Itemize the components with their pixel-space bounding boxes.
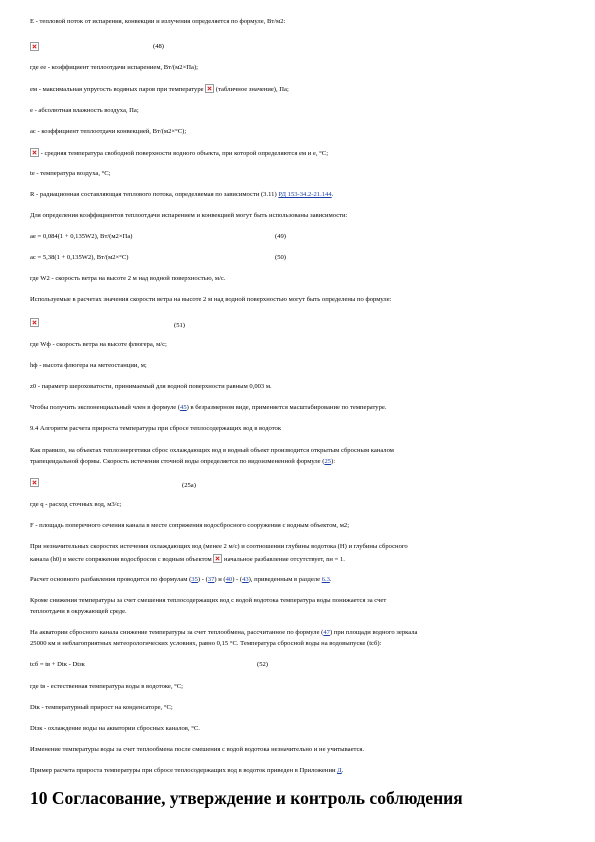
equation-number: (25а) [182,482,196,488]
paragraph-coeff-intro: Для определения коэффициентов теплоотдачи испарением и конвекцией могут быть использованы зависимости: [30,212,348,219]
paragraph-heat-flux: E - тепловой поток от испарения, конвекции и излучения определяется по формуле, Вт/м2: [30,18,286,25]
text-fragment: ): [331,458,336,465]
equation-49: ае = 0,084(1 + 0,135W2), Вт/(м2×Па) [30,233,133,240]
text-fragment: ) при площади водного зеркала [329,629,418,636]
equation-25a-row [30,478,575,488]
text-fragment: На акватории сбросного канала снижение температуры за счет теплообмена, рассчитанное по формуле ( [30,629,324,636]
paragraph-vane-speed: где Wф - скорость ветра на высоте флюгера, м/с; [30,341,167,348]
text-fragment: - средняя температура свободной поверхности водного объекта, при которой определяются ем и е, °С; [40,150,329,157]
equation-49-row [30,232,575,241]
paragraph-discharge-line2 [30,457,575,466]
paragraph-avg-temp [30,148,575,158]
broken-image-icon [30,148,39,157]
section-title-9-4: 9.4 Алгоритм расчета прироста температуры при сбросе теплосодержащих вод в водоток [30,425,282,432]
link-section-6-3[interactable]: 6.3 [321,576,330,583]
link-formula-35[interactable]: 35 [191,576,198,583]
text-fragment: Чтобы получить экспоненциальный член в формуле ( [30,404,181,411]
text-fragment: . [341,767,344,774]
paragraph-radiation [30,190,575,199]
link-formula-40[interactable]: 40 [225,576,233,583]
text-fragment: трапецеидальной формы. Скорость истечения сточной воды определяется по видоизмененной формуле ( [30,458,325,465]
paragraph-heat-exchange-note: Изменение температуры воды за счет теплообмена после смешения с водой водотока незначительно и не учитывается. [30,746,365,753]
text-fragment: ) и ( [214,576,226,583]
paragraph-wind-formula-intro: Используемые в расчетах значения скорости ветра на высоте 2 м над водной поверхностью могут быть определены по формуле: [30,296,392,303]
paragraph-temp-decrease-line1: Кроме снижения температуры за счет смешения теплосодержащих вод с водой водотока температура воды понижается за счет [30,597,387,604]
paragraph-scaling [30,403,575,412]
paragraph-temp-decrease-line2: теплоотдачи в окружающей среде. [30,608,127,615]
paragraph-initial-dilution-line1: При незначительных скоростях истечения охлаждающих вод (менее 2 м/с) и соотношении глубины водотока (H) и глубины сбросного [30,543,408,550]
text-fragment: ) в безразмерном виде, применяется масштабирование по температуре. [186,404,387,411]
equation-52-row [30,660,575,669]
equation-51-row [30,318,575,328]
paragraph-channel-cooling-line2: 25000 км и неблагоприятных метеорологических условиях, равно 0,15 °С. Температура сбросной воды на водовыпуске (tсб): [30,640,382,647]
paragraph-flow-rate: где q - расход сточных вод, м3/с; [30,501,122,508]
broken-image-icon [213,554,222,563]
link-formula-45[interactable]: 45 [180,404,187,411]
link-rd-153[interactable]: РД 153-34.2-21.144 [278,191,332,198]
paragraph-roughness: z0 - параметр шероховатости, принимаемый для водной поверхности равным 0,003 м. [30,383,272,390]
link-formula-43[interactable]: 43 [242,576,249,583]
equation-number: (48) [153,43,164,50]
text-fragment: ) - ( [197,576,208,583]
paragraph-conv-coeff: ас - коэффициент теплоотдачи конвекцией, Вт/(м2×°С); [30,128,187,135]
paragraph-channel-cooling-def: Dtзк - охлаждение воды на акватории сбросных каналов, °С. [30,725,200,732]
link-appendix-d[interactable]: Д [337,767,342,774]
text-fragment: Пример расчета прироста температуры при сбросе теплосодержащих вод в водоток приведен в Приложении [30,767,338,774]
paragraph-air-temp: te - температура воздуха, °С; [30,170,111,177]
paragraph-abs-humidity: е - абсолютная влажность воздуха, Па; [30,107,139,114]
paragraph-main-dilution [30,575,575,584]
equation-number: (52) [257,661,268,668]
text-fragment: Расчет основного разбавления проводится по формулам ( [30,576,192,583]
paragraph-evap-coeff: где ее - коэффициент теплоотдачи испарением, Вт/(м2×Па); [30,64,199,71]
broken-image-icon [30,318,39,327]
equation-50: ас = 5,38(1 + 0,135W2), Вт/(м2×°С) [30,254,129,261]
equation-number: (51) [174,322,185,328]
text-fragment: ) - ( [232,576,243,583]
text-fragment: ), приведенным в разделе [248,576,322,583]
paragraph-vane-height: hф - высота флюгера на метеостанции, м; [30,362,147,369]
equation-number: (49) [275,233,286,240]
link-formula-47[interactable]: 47 [323,629,330,636]
paragraph-cross-section: F - площадь поперечного сечения канала в месте сопряжения водосбросного сооружения с водным объектом, м2; [30,522,350,529]
link-formula-25[interactable]: 25 [324,458,332,465]
paragraph-max-vapor [30,84,575,94]
broken-image-icon [30,42,39,51]
paragraph-condenser-rise: Dtк - температурный прирост на конденсаторе, °С; [30,704,173,711]
text-fragment: (табличное значение), Па; [215,86,289,93]
paragraph-discharge-line1: Как правило, на объектах теплоэнергетики сброс охлаждающих вод в водный объект производится открытым сбросным каналом [30,447,394,454]
equation-50-row [30,253,575,262]
equation-number: (50) [275,254,286,261]
paragraph-natural-temp: где tв - естественная температура воды в водотоке, °С; [30,683,183,690]
text-fragment: начальное разбавление отсутствует, nн = 1. [224,556,345,563]
text-fragment: . [329,576,332,583]
equation-48-row [30,42,575,52]
broken-image-icon [205,84,214,93]
broken-image-icon [30,478,39,487]
link-formula-37[interactable]: 37 [207,576,215,583]
text-fragment: . [331,191,334,198]
text-fragment: R - радиационная составляющая теплового потока, определяемая по зависимости (3.11) [30,191,277,198]
text-fragment: ем - максимальная упругость водяных паров при температуре [30,86,204,93]
text-fragment: канала (h0) в месте сопряжения водосбросов с водным объектом [30,556,212,563]
paragraph-initial-dilution-line2 [30,554,575,564]
paragraph-example-ref [30,766,575,775]
paragraph-channel-cooling-line1 [30,628,575,637]
paragraph-wind-speed: где W2 - скорость ветра на высоте 2 м над водной поверхностью, м/с. [30,275,226,282]
section-heading-10: 10 Согласование, утверждение и контроль соблюдения [30,788,463,808]
equation-52: tсб = tв + Dtк - Dtзк [30,661,85,668]
